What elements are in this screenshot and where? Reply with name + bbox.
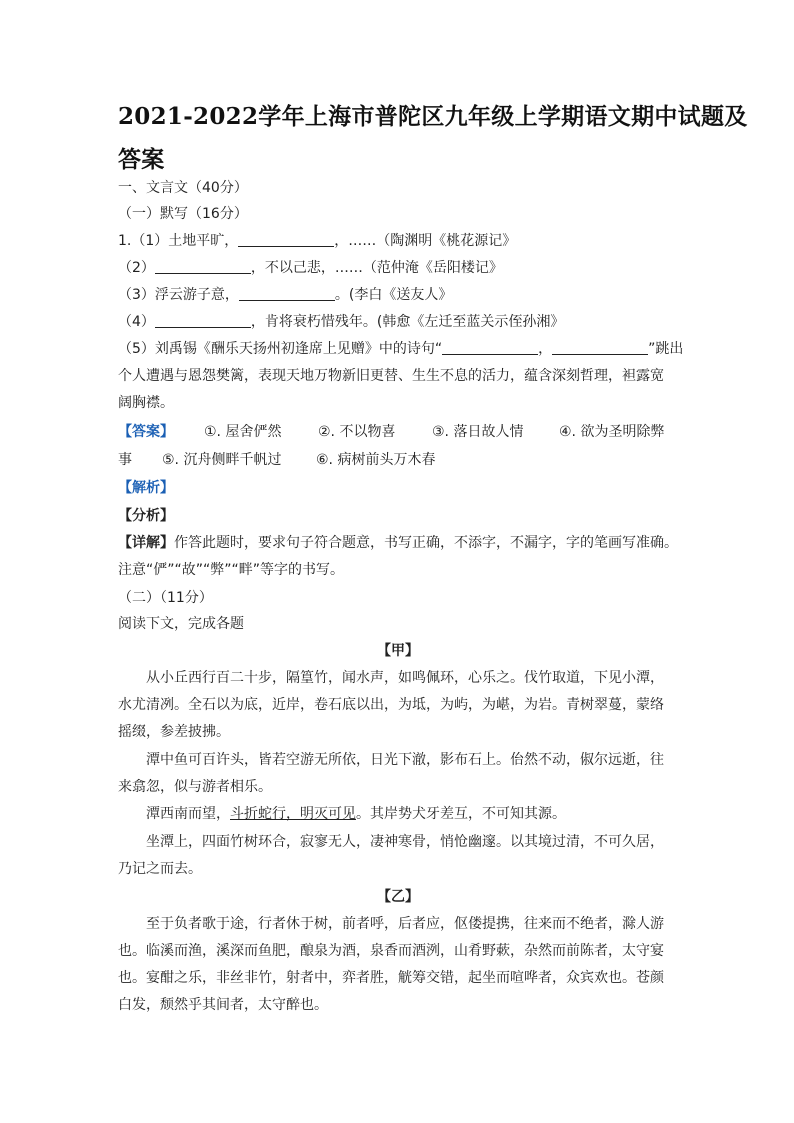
answer-blank [155,259,251,274]
passage-jia-line: 摇缀，参差披拂。 [118,724,230,740]
passage-jia-line: 来翕忽，似与游者相乐。 [118,779,272,795]
section-heading: 一、文言文（40分） [118,180,248,196]
question-1-5 [118,339,683,359]
question-1-5-cont: 阔胸襟。 [118,395,174,411]
subsection-heading: （二）（11分） [118,590,213,606]
passage-yi-line: 也。宴酣之乐，非丝非竹，射者中，弈者胜，觥筹交错，起坐而喧哗者，众宾欢也。苍颜 [118,970,664,986]
passage-text: 。其岸势犬牙差互，不可知其源。 [356,806,566,822]
reading-prompt: 阅读下文，完成各题 [118,616,244,632]
answer-label: 【答案】 [118,424,174,440]
q-text: ，不以己悲，……（范仲淹《岳阳楼记》 [250,260,503,276]
passage-yi-line: 至于负者歌于途，行者休于树，前者呼，后者应，伛偻提携，往来而不绝者，滁人游 [146,916,664,932]
passage-jia-line: 乃记之而去。 [118,861,202,877]
underlined-phrase: 斗折蛇行，明灭可见 [230,806,356,822]
passage-yi-line: 白发，颓然乎其间者，太守醉也。 [118,997,328,1013]
answer-blank [238,232,334,247]
question-1-2 [118,258,503,278]
question-1-3 [118,285,452,305]
passage-jia-line: 从小丘西行百二十步，隔篁竹，闻水声，如鸣佩环，心乐之。伐竹取道，下见小潭， [146,670,664,686]
passage-jia-line: 坐潭上，四面竹树环合，寂寥无人，凄神寒骨，悄怆幽邃。以其境过清，不可久居， [146,834,664,850]
answer-blank [552,340,648,355]
q-text: 。(李白《送友人》 [334,287,453,303]
answer-row [118,422,665,442]
detail-label: 【详解】 [118,535,174,551]
q-text: 1.（1）土地平旷， [118,233,239,249]
q-text: ”跳出 [648,341,684,357]
detail-paragraph-cont: 注意“俨”“故”“弊”“畔”等字的书写。 [118,562,345,578]
detail-text: 作答此题时，要求句子符合题意，书写正确，不添字，不漏字，字的笔画写准确。 [174,535,678,551]
answer-item: ⑥. 病树前头万木春 [316,452,436,468]
answer-text: 事 [118,452,132,468]
q-text: （5）刘禹锡《酬乐天扬州初逢席上见赠》中的诗句“ [118,341,443,357]
subsection-heading: （一）默写（16分） [118,206,248,222]
answer-blank [155,313,251,328]
question-1-4 [118,312,564,332]
q-text: （2） [118,260,155,276]
q-text: （4） [118,314,155,330]
answer-item: ①. 屋舍俨然 [204,424,282,440]
answer-row [118,450,436,470]
answer-blank [442,340,538,355]
answer-item: ④. 欲为圣明除弊 [559,424,665,440]
passage-jia-line: 潭中鱼可百许头，皆若空游无所依，日光下澈，影布石上。佁然不动，俶尔远逝，往 [146,752,664,768]
answer-item: ⑤. 沉舟侧畔千帆过 [162,452,282,468]
answer-blank [239,286,335,301]
passage-yi-line: 也。临溪而渔，溪深而鱼肥，酿泉为酒，泉香而酒洌，山肴野蔌，杂然而前陈者，太守宴 [118,943,664,959]
detail-paragraph [118,533,678,553]
q-text: ，……（陶渊明《桃花源记》 [334,233,517,249]
doc-title-line2: 答案 [118,146,165,173]
answer-item: ②. 不以物喜 [318,424,396,440]
passage-jia-label: 【甲】 [377,643,419,659]
passage-text: 潭西南而望， [146,806,230,822]
q-text: （3）浮云游子意， [118,287,239,303]
passage-yi-label: 【乙】 [377,889,419,905]
q-text: ，肯将衰朽惜残年。(韩愈《左迁至蓝关示侄孙湘》 [250,314,565,330]
passage-jia-line [146,804,566,824]
fenxi-label: 【分析】 [118,508,174,524]
question-1-1 [118,231,516,251]
q-text: ， [538,341,553,357]
answer-item: ③. 落日故人情 [432,424,524,440]
doc-title-line1: 2021-2022学年上海市普陀区九年级上学期语文期中试题及 [118,103,748,130]
analysis-label: 【解析】 [118,480,174,496]
passage-jia-line: 水尤清冽。全石以为底，近岸，卷石底以出，为坻，为屿，为嵁，为岩。青树翠蔓，蒙络 [118,697,664,713]
question-1-5-cont: 个人遭遇与恩怨樊篱，表现天地万物新旧更替、生生不息的活力，蕴含深刻哲理，袒露宽 [118,368,664,384]
